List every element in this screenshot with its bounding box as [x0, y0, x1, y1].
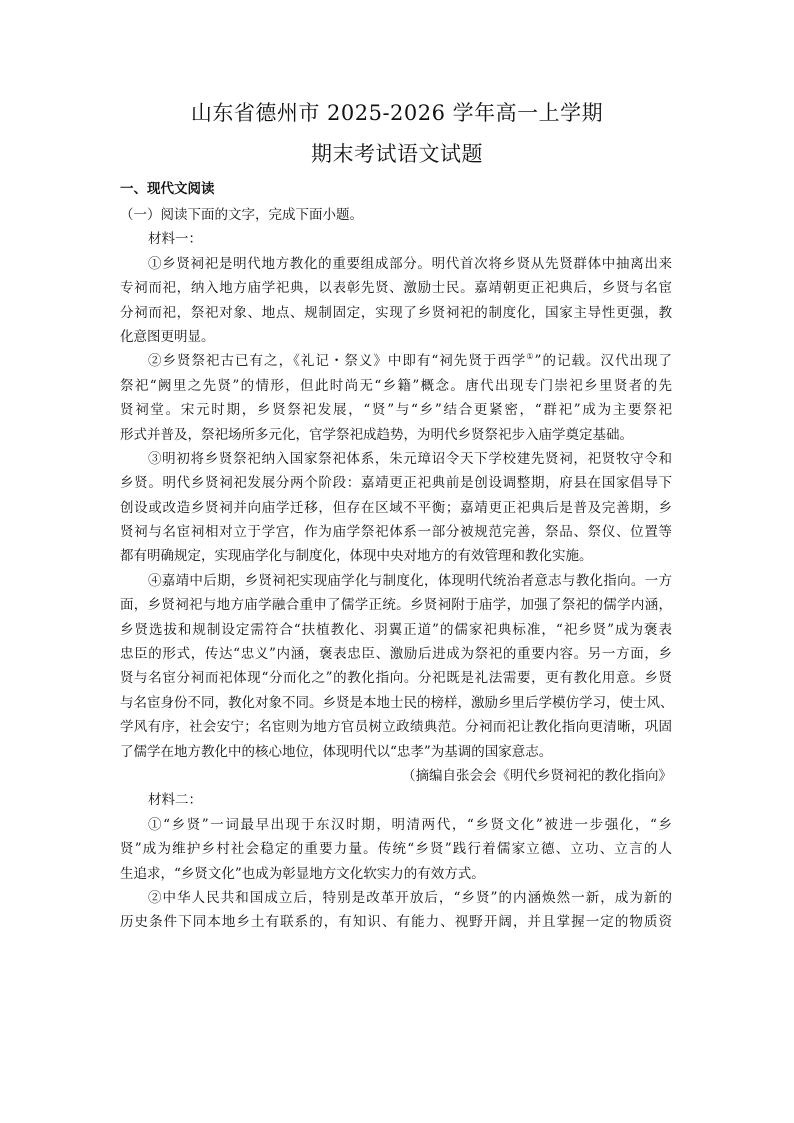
text-line: 学风有序，社会安宁；名宦则为地方官员树立政绩典范。分祠而祀让教化指向更清晰，巩固 — [120, 719, 672, 736]
text-line: ①乡贤祠祀是明代地方教化的重要组成部分。明代首次将乡贤从先贤群体中抽离出来 — [148, 255, 672, 272]
text-line: 历史条件下同本地乡土有联系的，有知识、有能力、视野开阔，并且掌握一定的物质资 — [120, 914, 672, 931]
text-line: ④嘉靖中后期，乡贤祠祀实现庙学化与制度化，体现明代统治者意志与教化指向。一方 — [148, 572, 672, 589]
paragraph-4 — [120, 569, 672, 764]
source-citation: （摘编自张会会《明代乡贤祠祀的教化指向》 — [402, 767, 672, 784]
text-segment: ”的记载。汉代出现了 — [534, 353, 673, 370]
text-line: 贤祠堂。宋元时期，乡贤祭祀发展，“贤”与“乡”结合更紧密，“群祀”成为主要祭祀 — [120, 402, 672, 419]
text-segment: ②乡贤祭祀古已有之，《礼记・祭义》中即有“祠先贤于西学 — [148, 353, 527, 370]
text-line: 分祠而祀，祭祀对象、地点、规制固定，实现了乡贤祠祀的制度化，国家主导性更强，教 — [120, 304, 672, 321]
text-line: 专祠而祀，纳入地方庙学祀典，以表彰先贤、激励士民。嘉靖朝更正祀典后，乡贤与名宦 — [120, 280, 672, 297]
text-line: ③明初将乡贤祭祀纳入国家祭祀体系，朱元璋诏令天下学校建先贤祠，祀贤牧守令和 — [148, 450, 672, 467]
text-line: ①“乡贤”一词最早出现于东汉时期，明清两代，“乡贤文化”被进一步强化，“乡 — [148, 816, 672, 833]
material2-label: 材料二： — [148, 792, 202, 809]
text-line: 创设或改造乡贤祠并向庙学迁移，但存在区域不平衡；嘉靖更正祀典后是普及完善期，乡 — [120, 499, 672, 516]
paragraph-3 — [120, 447, 672, 569]
text-line: 生追求，“乡贤文化”也成为彰显地方文化软实力的有效方式。 — [120, 865, 485, 882]
text-line: 了儒学在地方教化中的核心地位，体现明代以“忠孝”为基调的国家意志。 — [120, 743, 553, 760]
text-line: 形式并普及，祭祀场所多元化，官学祭祀成趋势，为明代乡贤祭祀步入庙学奠定基础。 — [120, 426, 633, 443]
paragraph-2 — [120, 349, 672, 447]
part-instruction: （一）阅读下面的文字，完成下面小题。 — [120, 207, 363, 223]
text-line: 祭祀“阙里之先贤”的情形，但此时尚无“乡籍”概念。唐代出现专门崇祀乡里贤者的先 — [120, 377, 672, 394]
text-line: ②中华人民共和国成立后，特别是改革开放后，“乡贤”的内涵焕然一新，成为新的 — [148, 889, 672, 906]
document-body — [120, 203, 672, 935]
document-title-line1: 山东省德州市 2025-2026 学年高一上学期 — [190, 101, 604, 125]
paragraph-1 — [120, 252, 672, 350]
paragraph-5 — [120, 813, 672, 886]
text-line: 贤祠与名宦祠相对立于学宫，作为庙学祭祀体系一部分被规范完善，祭品、祭仪、位置等 — [120, 524, 672, 541]
text-line: 面，乡贤祠祀与地方庙学融合重申了儒学正统。乡贤祠附于庙学，加强了祭祀的儒学内涵， — [120, 597, 672, 614]
document-title-line2: 期末考试语文试题 — [311, 142, 483, 166]
text-line: 贤与名宦分祠而祀体现“分而化之”的教化指向。分祀既是礼法需要，更有教化用意。乡贤 — [120, 670, 672, 687]
paragraph-6 — [120, 886, 672, 935]
section-heading: 一、现代文阅读 — [120, 181, 215, 197]
text-line: 乡贤选拔和规制设定需符合“扶植教化、羽翼正道”的儒家祀典标准，“祀乡贤”成为褒表 — [120, 621, 672, 638]
text-line-with-footnote — [120, 349, 672, 373]
footnote-mark: ① — [526, 352, 535, 362]
material1-label: 材料一： — [148, 231, 202, 248]
text-line: 贤”成为维护乡村社会稳定的重要力量。传统“乡贤”践行着儒家立德、立功、立言的人 — [120, 841, 672, 858]
text-line: 忠臣的形式，传达“忠义”内涵，褒表忠臣、激励后进成为祭祀的重要内容。另一方面，乡 — [120, 646, 672, 663]
text-line: 乡贤。明代乡贤祠祀发展分两个阶段：嘉靖更正祀典前是创设调整期，府县在国家倡导下 — [120, 475, 672, 492]
text-line: 与名宦身份不同，教化对象不同。乡贤是本地士民的榜样，激励乡里后学模仿学习，使士风、 — [120, 694, 674, 711]
text-line: 都有明确规定，实现庙学化与制度化，体现中央对地方的有效管理和教化实施。 — [120, 548, 593, 565]
text-line: 化意图更明显。 — [120, 328, 215, 345]
